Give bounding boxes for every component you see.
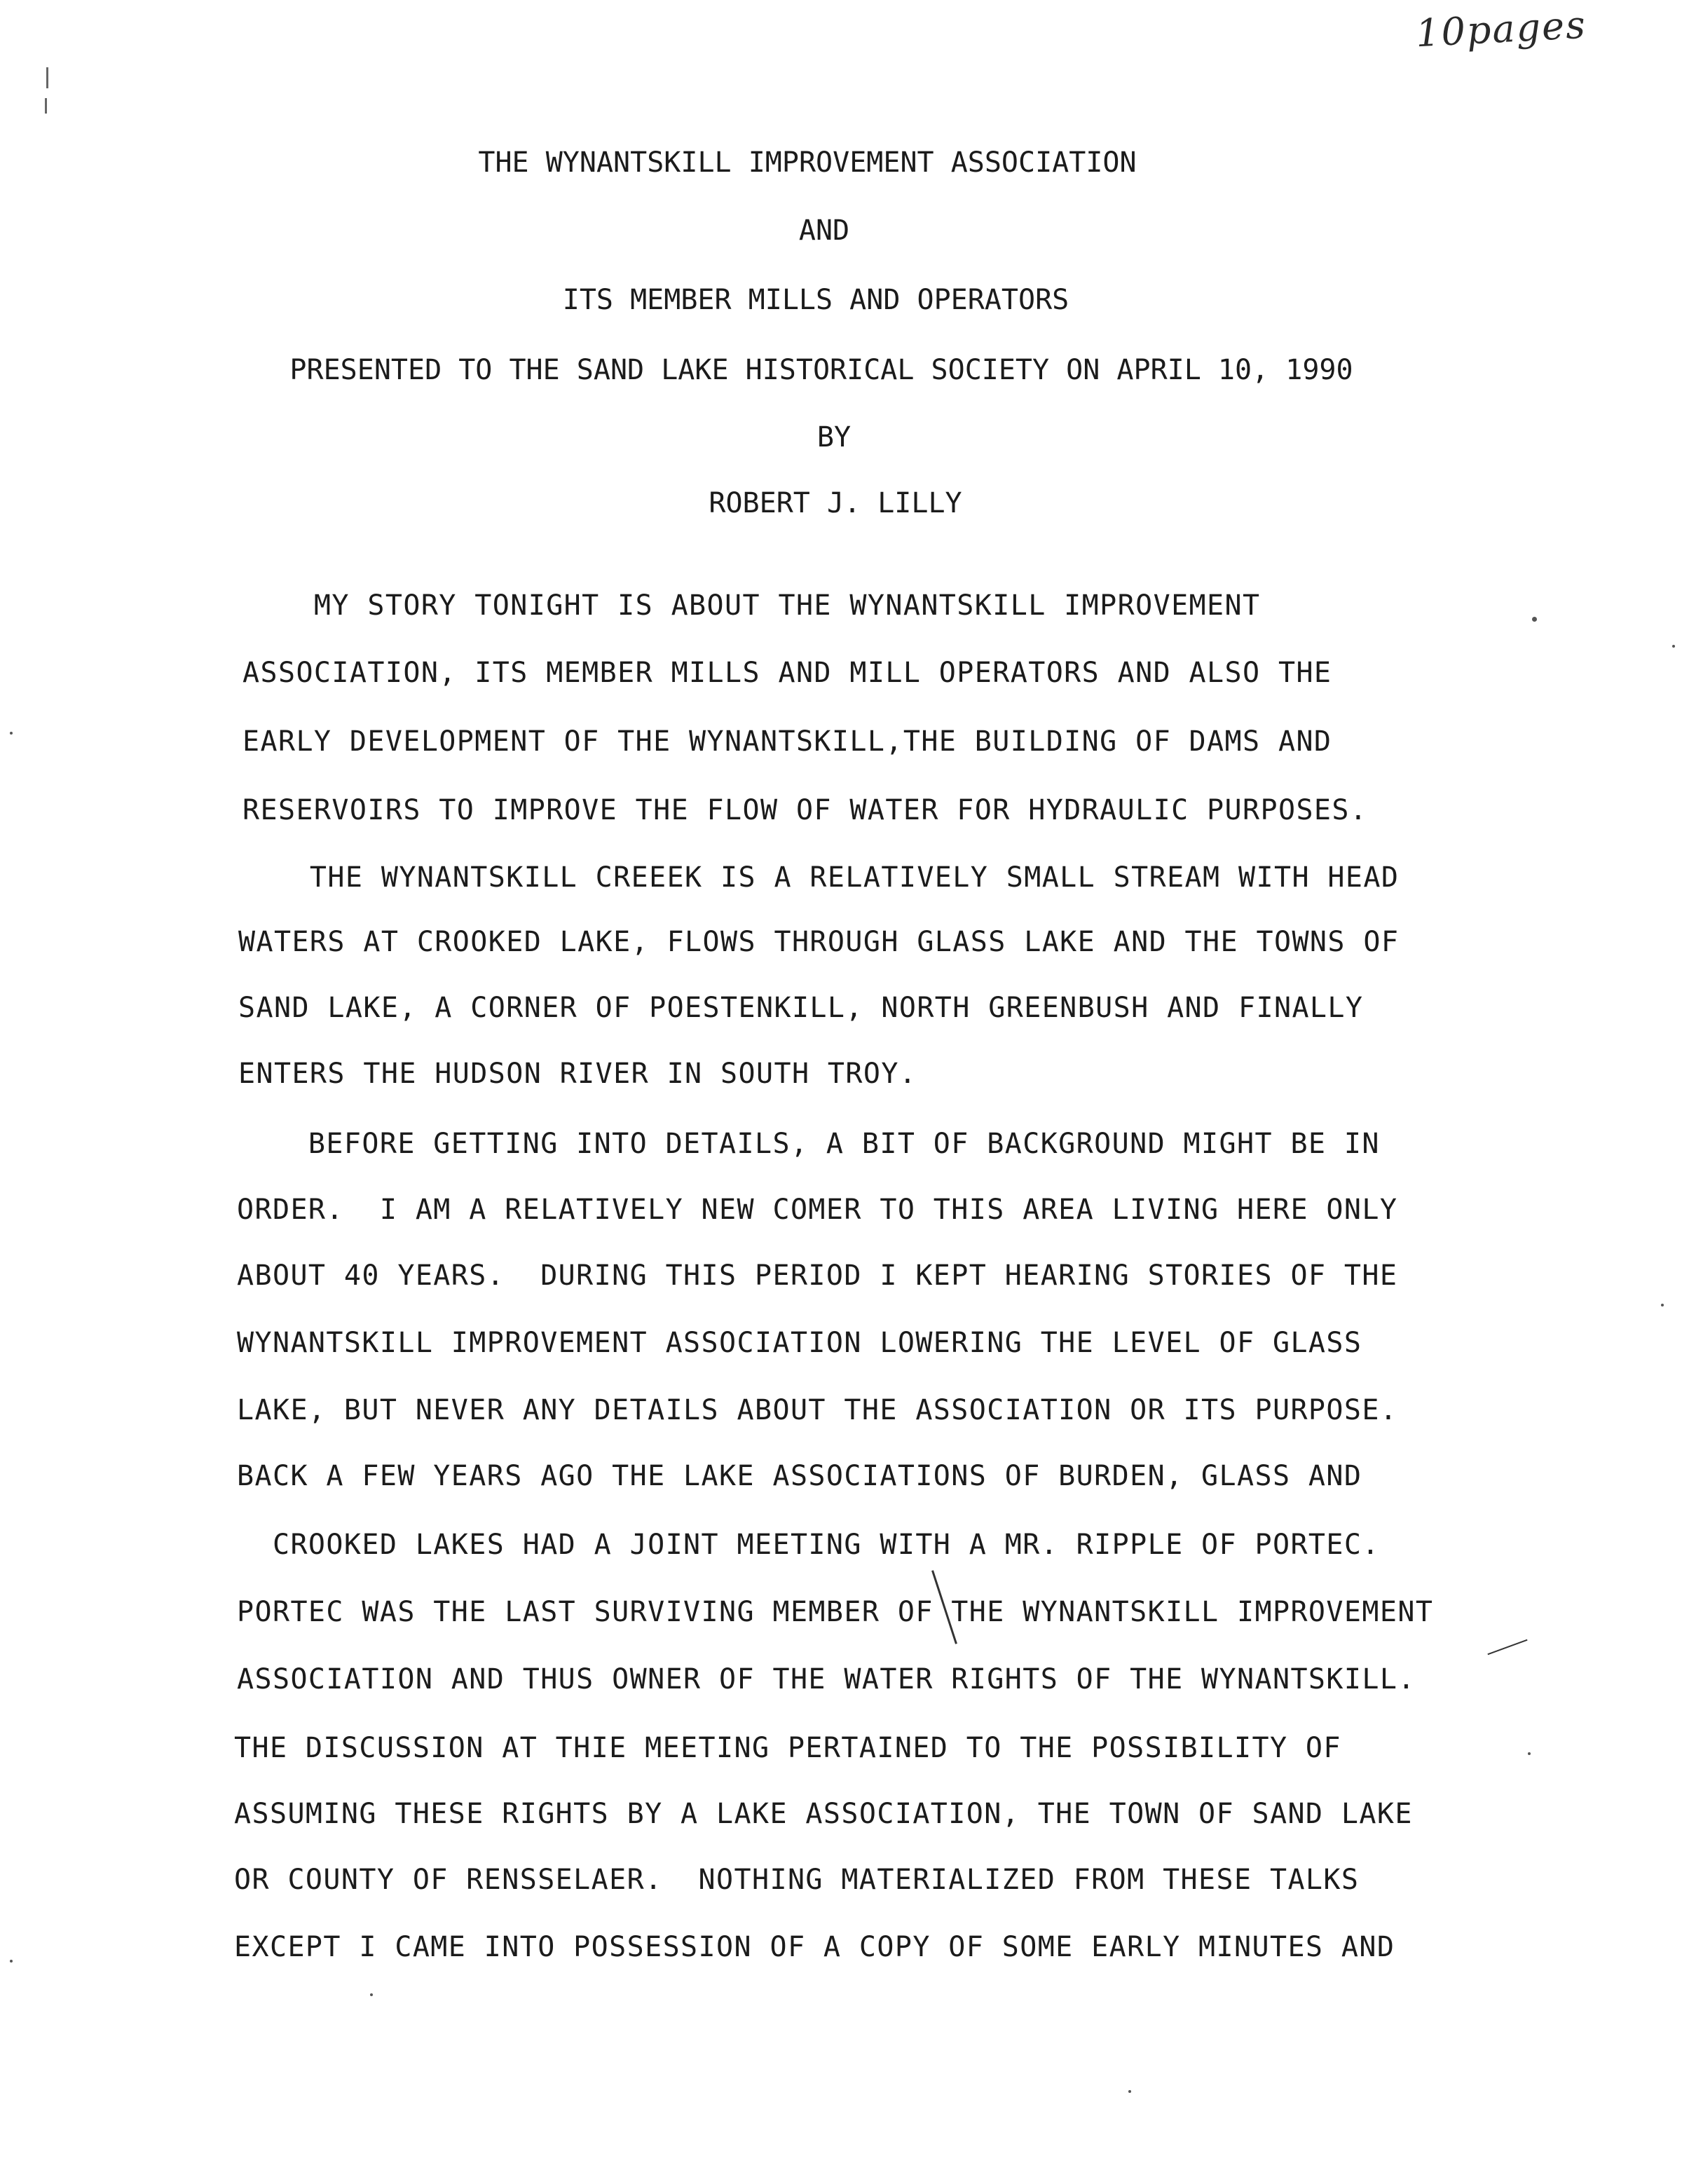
handwritten-correction-mark	[1487, 1639, 1527, 1655]
document-title: THE WYNANTSKILL IMPROVEMENT ASSOCIATION	[478, 146, 1137, 179]
text-line: EXCEPT I CAME INTO POSSESSION OF A COPY OF SOME EARLY MINUTES AND	[234, 1931, 1395, 1963]
scan-speck	[10, 1960, 13, 1963]
scan-mark	[45, 98, 47, 114]
author-name: ROBERT J. LILLY	[709, 487, 962, 519]
document-subtitle: ITS MEMBER MILLS AND OPERATORS	[562, 284, 1069, 316]
scan-speck	[1528, 1752, 1531, 1755]
text-line: CROOKED LAKES HAD A JOINT MEETING WITH A MR. RIPPLE OF PORTEC.	[237, 1529, 1380, 1561]
scan-speck	[1672, 645, 1675, 648]
text-line: RESERVOIRS TO IMPROVE THE FLOW OF WATER FOR HYDRAULIC PURPOSES.	[242, 794, 1368, 826]
title-conjunction: AND	[798, 214, 850, 247]
scan-speck	[10, 732, 13, 735]
text-line: ORDER. I AM A RELATIVELY NEW COMER TO THIS AREA LIVING HERE ONLY	[237, 1194, 1398, 1226]
text-line: ENTERS THE HUDSON RIVER IN SOUTH TROY.	[238, 1058, 917, 1090]
scan-mark	[46, 67, 48, 88]
scan-speck	[1128, 2090, 1131, 2093]
text-line: ASSUMING THESE RIGHTS BY A LAKE ASSOCIATION, THE TOWN OF SAND LAKE	[234, 1798, 1413, 1830]
handwritten-page-count: 10pages	[1414, 2, 1588, 56]
text-line: ASSOCIATION, ITS MEMBER MILLS AND MILL OPERATORS AND ALSO THE	[242, 657, 1332, 689]
scan-speck	[1661, 1304, 1664, 1306]
text-line: BACK A FEW YEARS AGO THE LAKE ASSOCIATIONS OF BURDEN, GLASS AND	[237, 1460, 1362, 1492]
text-line: ASSOCIATION AND THUS OWNER OF THE WATER RIGHTS OF THE WYNANTSKILL.	[237, 1663, 1416, 1695]
text-line: ABOUT 40 YEARS. DURING THIS PERIOD I KEPT HEARING STORIES OF THE	[237, 1260, 1398, 1292]
text-line: WATERS AT CROOKED LAKE, FLOWS THROUGH GLASS LAKE AND THE TOWNS OF	[238, 926, 1400, 958]
scan-speck	[370, 1993, 373, 1996]
text-line: SAND LAKE, A CORNER OF POESTENKILL, NORTH GREENBUSH AND FINALLY	[238, 992, 1364, 1024]
text-line: OR COUNTY OF RENSSELAER. NOTHING MATERIALIZED FROM THESE TALKS	[234, 1864, 1360, 1896]
text-line: THE DISCUSSION AT THIE MEETING PERTAINED TO THE POSSIBILITY OF	[234, 1732, 1341, 1764]
text-line: EARLY DEVELOPMENT OF THE WYNANTSKILL,THE BUILDING OF DAMS AND	[242, 725, 1332, 758]
text-line: MY STORY TONIGHT IS ABOUT THE WYNANTSKILL IMPROVEMENT	[242, 589, 1261, 622]
byline-label: BY	[816, 421, 852, 453]
text-line: LAKE, BUT NEVER ANY DETAILS ABOUT THE ASSOCIATION OR ITS PURPOSE.	[237, 1394, 1398, 1426]
scan-speck	[1532, 617, 1537, 622]
presentation-line: PRESENTED TO THE SAND LAKE HISTORICAL SOCIETY ON APRIL 10, 1990	[289, 354, 1353, 386]
text-line: WYNANTSKILL IMPROVEMENT ASSOCIATION LOWERING THE LEVEL OF GLASS	[237, 1327, 1362, 1359]
text-line: THE WYNANTSKILL CREEEK IS A RELATIVELY SMALL STREAM WITH HEAD	[238, 861, 1400, 894]
text-line: BEFORE GETTING INTO DETAILS, A BIT OF BACKGROUND MIGHT BE IN	[237, 1128, 1380, 1160]
text-line: PORTEC WAS THE LAST SURVIVING MEMBER OF THE WYNANTSKILL IMPROVEMENT	[237, 1596, 1434, 1628]
